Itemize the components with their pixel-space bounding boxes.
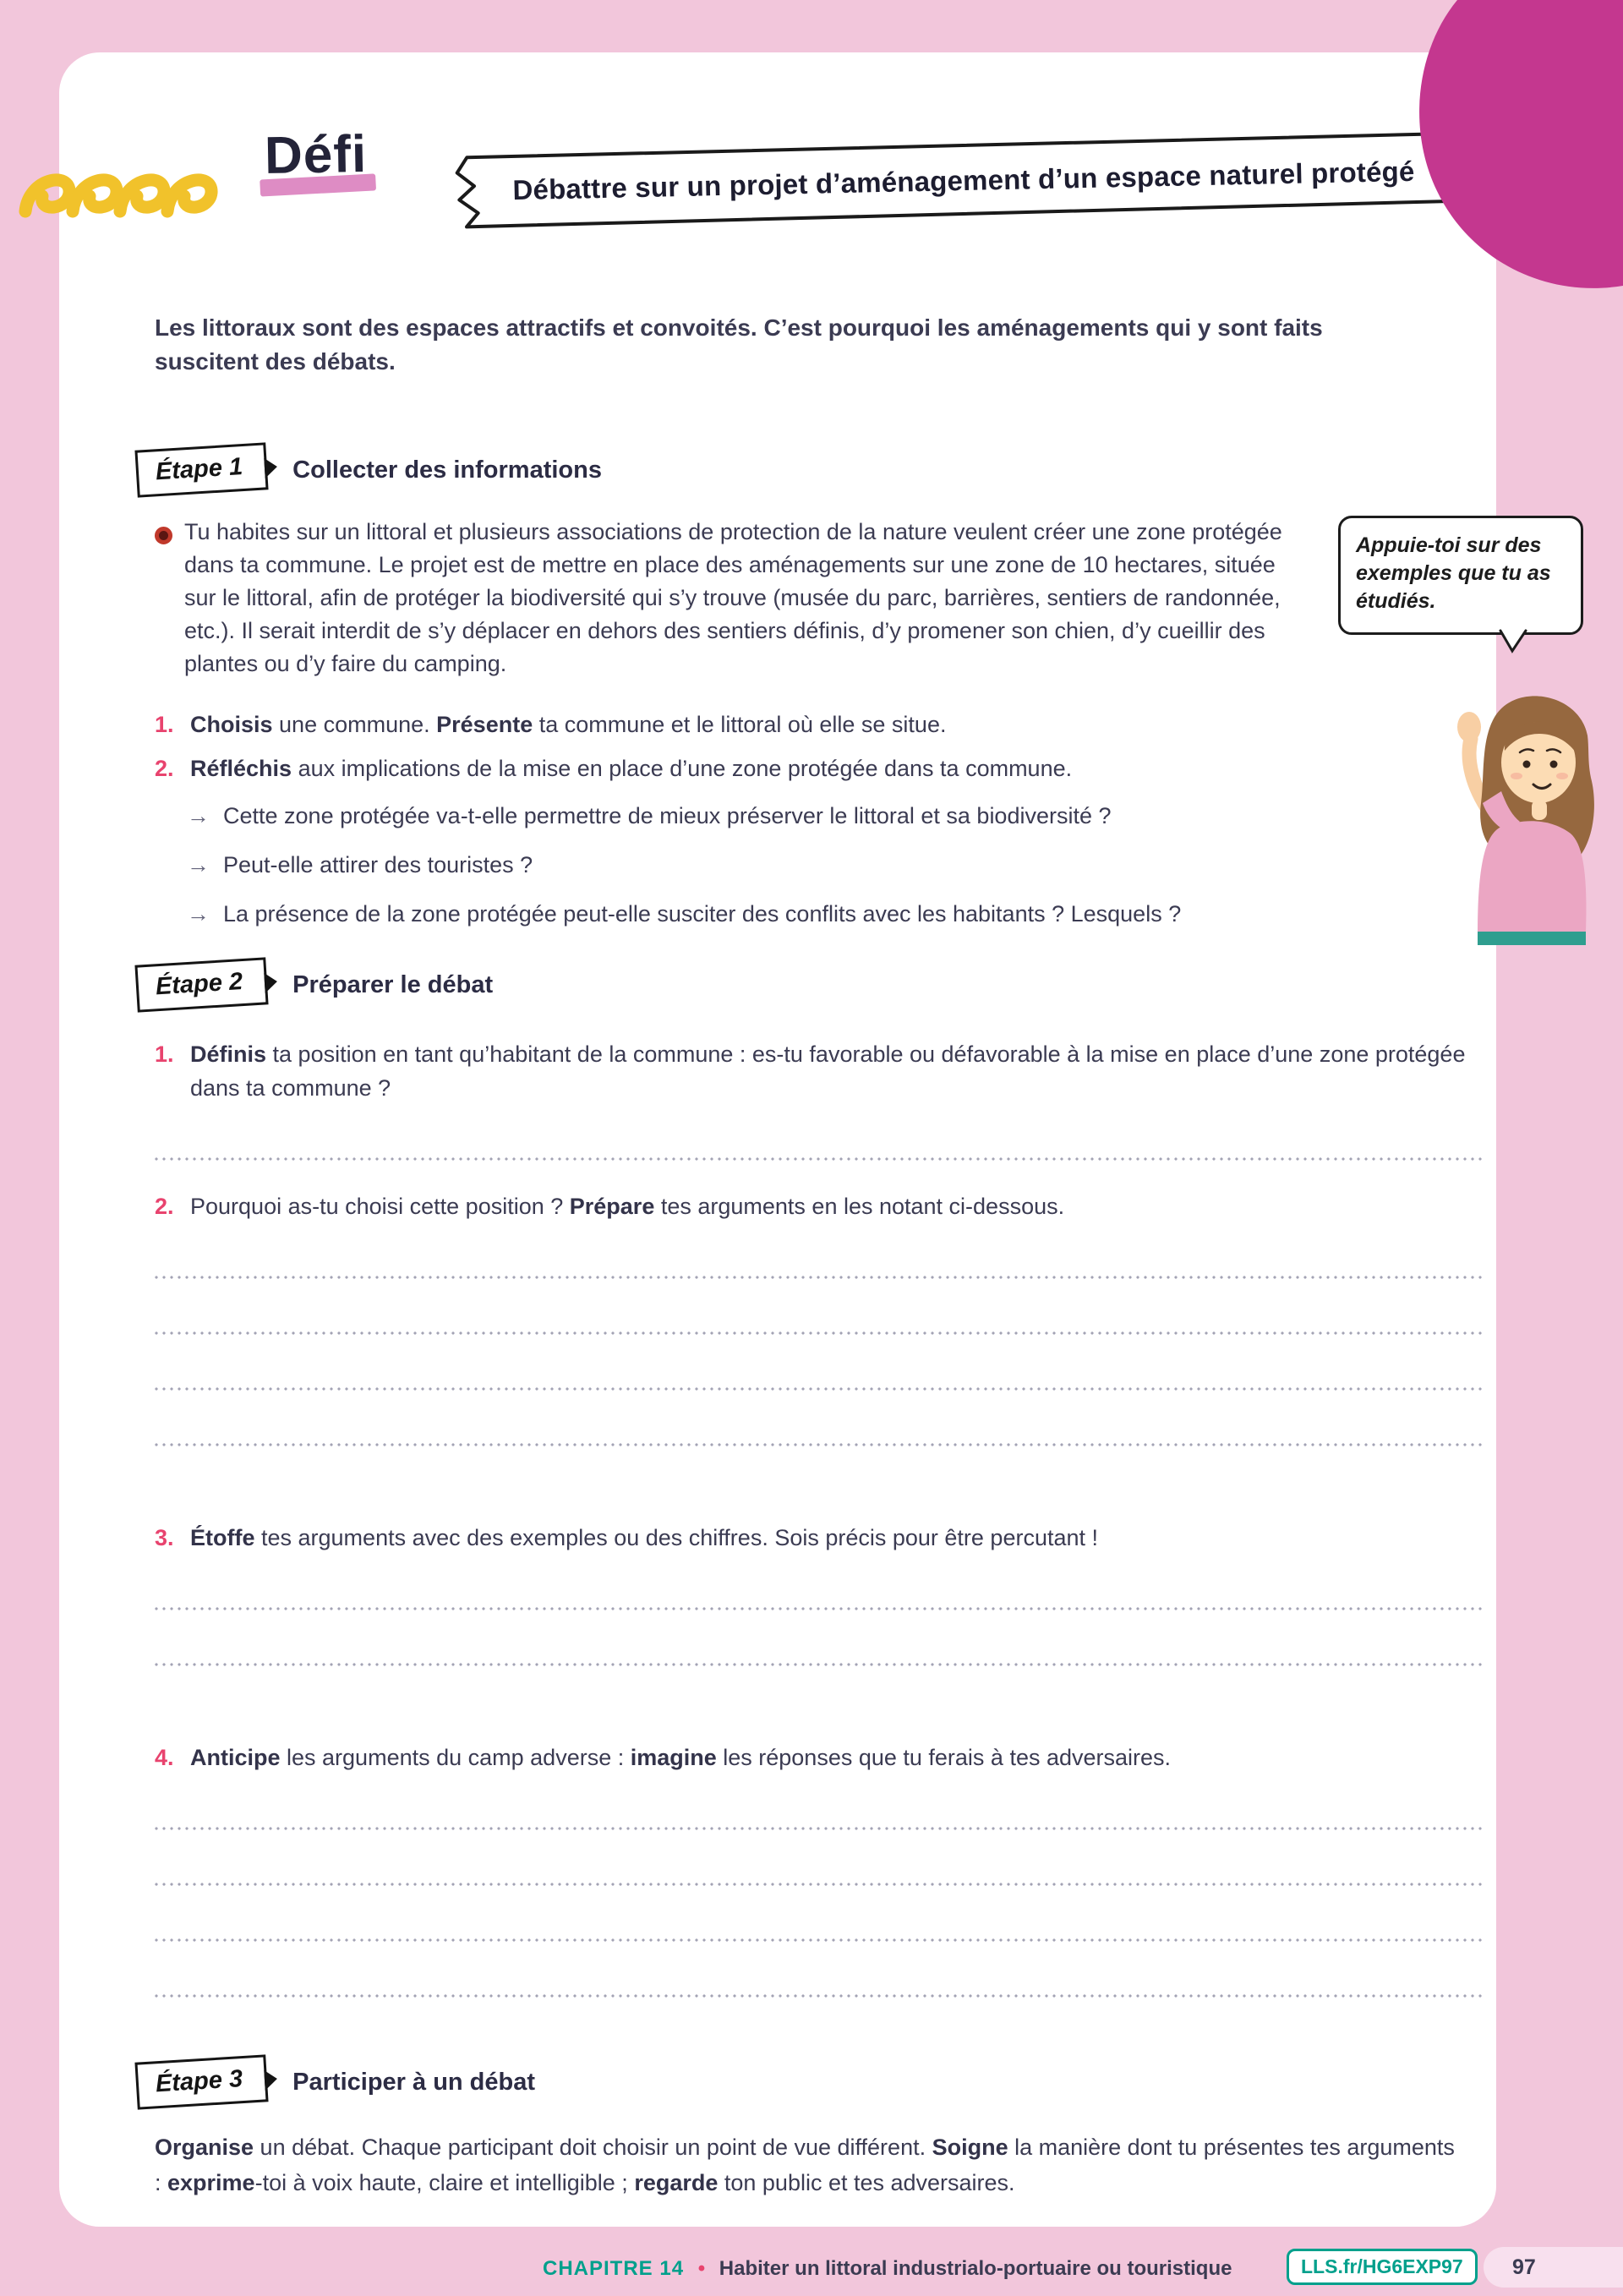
item-number: 1.: [155, 1041, 174, 1067]
page-content: [155, 52, 1484, 2200]
page-title: Débattre sur un projet d’aménagement d’un espace naturel protégé: [512, 155, 1415, 206]
sub-question: [155, 797, 1484, 834]
answer-line: [155, 1886, 1484, 1942]
answer-lines: [155, 1555, 1484, 1666]
chapter-title: Habiter un littoral industrialo-portuaire ou touristique: [719, 2257, 1232, 2280]
item-number: 4.: [155, 1745, 174, 1770]
step-1-tag-label: Étape 1: [155, 453, 243, 486]
chapter-label: CHAPITRE 14: [543, 2257, 685, 2280]
step-2-title: Préparer le débat: [292, 970, 494, 998]
item-number: 2.: [155, 756, 174, 781]
link-badge[interactable]: LLS.fr/HG6EXP97: [1287, 2249, 1478, 2285]
sub-question: [155, 895, 1484, 932]
item-number: 2.: [155, 1194, 174, 1219]
item-text: Définis ta position en tant qu’habitant de la commune : es-tu favorable ou défavorable à la mise en place d’une zone protégée dans ta commune ?: [190, 1041, 1466, 1101]
step-3-tag: [134, 2054, 268, 2109]
step-3-header: [155, 2058, 1484, 2106]
arrow-icon: →: [187, 803, 210, 828]
page-number: 97: [1512, 2255, 1536, 2279]
item-text: Pourquoi as-tu choisi cette position ? Prépare tes arguments en les notant ci-dessous.: [190, 1194, 1065, 1219]
list-item: [155, 708, 1484, 741]
squiggle-icon: [19, 145, 230, 238]
character-illustration: [1452, 676, 1604, 955]
step-3-title: Participer à un débat: [292, 2068, 536, 2096]
answer-line: [155, 1942, 1484, 1998]
item-text: Anticipe les arguments du camp adverse : imagine les réponses que tu ferais à tes adversaires.: [190, 1745, 1172, 1770]
answer-lines: [155, 1223, 1484, 1446]
list-item: [155, 1741, 1484, 1774]
sub-question-text: Peut-elle attirer des touristes ?: [223, 852, 533, 877]
item-text: Choisis une commune. Présente ta commune et le littoral où elle se situe.: [190, 712, 947, 737]
list-item: [155, 1189, 1484, 1223]
instruction-text: Tu habites sur un littoral et plusieurs associations de protection de la nature veulent créer une zone protégée dans ta commune. Le projet est de mettre en place des aménagements sur une zone de 10 hectares, située sur le littoral, afin de protéger la biodiversité qui s’y trouve (musée du parc, barrières, sentiers de randonnée, etc.). Il serait interdit de s’y déplacer en dehors des sentiers définis, d’y promener son chien, d’y cueillir des plantes ou d’y faire du camping.: [184, 519, 1282, 676]
speech-bubble: [1338, 516, 1583, 635]
question-block: [155, 1521, 1484, 1666]
step-1-tag: [134, 442, 268, 497]
answer-line: [155, 1223, 1484, 1279]
question-block: [155, 1741, 1484, 1998]
answer-line: [155, 1335, 1484, 1391]
step-1-title: Collecter des informations: [292, 456, 602, 484]
list-item: [155, 1037, 1484, 1105]
corner-blob-decoration: [1403, 0, 1623, 355]
page-number-pill: [1484, 2247, 1623, 2288]
answer-line: [155, 1279, 1484, 1335]
intro-text: Les littoraux sont des espaces attractifs et convoités. C’est pourquoi les aménagements qui y sont faits suscitent des débats.: [155, 314, 1323, 374]
step-3-tag-label: Étape 3: [155, 2065, 243, 2098]
sub-question-text: La présence de la zone protégée peut-elle susciter des conflits avec les habitants ? Lesquels ?: [223, 901, 1182, 927]
step-2-header: [155, 961, 1484, 1009]
closing-instruction: Organise un débat. Chaque participant doit choisir un point de vue différent. Soigne la manière dont tu présentes tes arguments : exprime-toi à voix haute, claire et intelligible ; regarde ton public et tes adversaires.: [155, 2135, 1455, 2195]
page-footer: [0, 2247, 1623, 2296]
list-item: [155, 1521, 1484, 1555]
instruction-block: [155, 516, 1311, 681]
speech-bubble-text: Appuie-toi sur des exemples que tu as étudiés.: [1356, 533, 1551, 613]
answer-line: [155, 1830, 1484, 1886]
step-1-header: [155, 446, 1484, 494]
answer-line: [155, 1391, 1484, 1446]
step-2-tag: [134, 957, 268, 1012]
bullet-icon: [155, 527, 172, 544]
item-number: 1.: [155, 712, 174, 737]
item-text: Réfléchis aux implications de la mise en place d’une zone protégée dans ta commune.: [190, 756, 1073, 781]
content-card: [59, 52, 1496, 2227]
step-2-tag-label: Étape 2: [155, 968, 243, 1001]
speech-bubble-tail: [1498, 629, 1528, 654]
question-block: [155, 1037, 1484, 1161]
arrow-icon: →: [187, 901, 210, 927]
answer-line: [155, 1105, 1484, 1161]
list-item: [155, 752, 1484, 785]
defi-text: Défi: [264, 124, 368, 186]
answer-line: [155, 1610, 1484, 1666]
answer-line: [155, 1555, 1484, 1610]
chapter-reference: [543, 2257, 1232, 2281]
question-block: [155, 1189, 1484, 1446]
item-text: Étoffe tes arguments avec des exemples ou des chiffres. Sois précis pour être percutant !: [190, 1525, 1099, 1550]
item-number: 3.: [155, 1525, 174, 1550]
separator-dot: •: [697, 2257, 706, 2280]
answer-line: [155, 1774, 1484, 1830]
sub-question-text: Cette zone protégée va-t-elle permettre de mieux préserver le littoral et sa biodiversité ?: [223, 803, 1112, 828]
arrow-icon: →: [187, 852, 210, 877]
answer-lines: [155, 1774, 1484, 1998]
defi-label: [264, 124, 367, 186]
answer-lines: [155, 1105, 1484, 1161]
sub-question: [155, 846, 1484, 883]
